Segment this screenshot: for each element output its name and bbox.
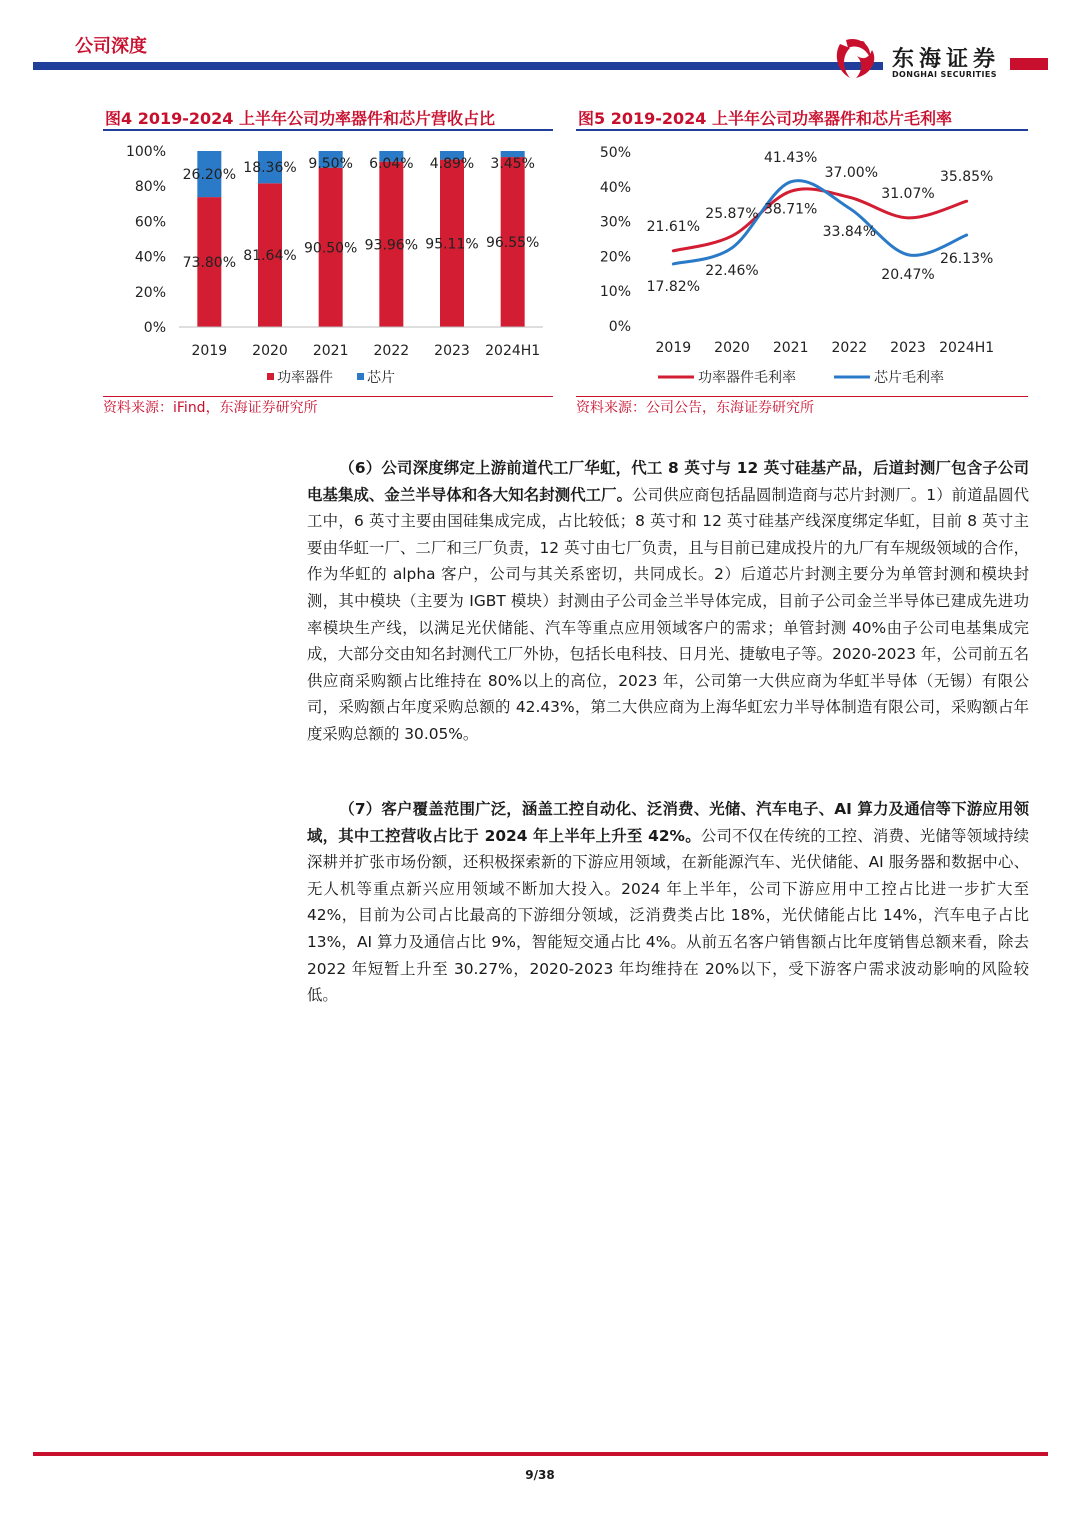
data-label-power-device: 93.96% [364,237,419,254]
y-tick-label: 20% [599,249,631,266]
figure4-source: 资料来源：iFind，东海证券研究所 [103,400,318,416]
y-tick-label: 0% [143,320,166,336]
data-label-chip: 20.47% [881,266,935,283]
legend-label-power-device: 功率器件 [277,370,333,386]
y-tick-label: 50% [599,145,631,161]
figure5-source: 资料来源：公司公告，东海证券研究所 [576,400,814,416]
data-label-power-device: 81.64% [243,248,297,265]
data-label-chip: 26.13% [939,251,994,268]
page-number: 9/38 [525,1468,555,1482]
y-tick-label: 0% [608,319,631,335]
data-label-power-device: 25.87% [705,205,759,222]
footer-divider [33,1452,1048,1456]
paragraph-7-number: （7） [339,800,382,818]
paragraph-6-body: 公司供应商包括晶圆制造商与芯片封测厂。1）前道晶圆代工中，6 英寸主要由国硅集成完成，占比较低；8 英寸和 12 英寸硅基产线深度绑定华虹，目前 8 英寸主要由华虹一厂、二厂和三厂负责，12 英寸由七厂负责，且与目前已建成投片的九厂有车规级领域的合作，作为华虹的 alpha 客户，公司与其关系密切，共同成长。2）后道芯片封测主要分为单管封测和模块封测，其中模块（主要为 IGBT 模块）封测由子公司金兰半导体完成，目前子公司金兰半导体已建成先进功率模块生产线，以满足光伏储能、汽车等重点应用领域客户的需求；单管封测 40%由子公司电基集成完成，大部分交由知名封测代工厂外协，包括长电科技、日月光、捷敏电子等。2020-2023 年，公司前五名供应商采购额占比维持在 80%以上的高位，2023 年，公司第一大供应商为华虹半导体（无锡）有限公司，采购额占年度采购总额的 42.43%，第二大供应商为上海华虹宏力半导体制造有限公司，采购额占年度采购总额的 30.05%。 [307,485,1029,743]
legend-swatch-chip [357,373,364,380]
data-label-power-device: 35.85% [939,169,994,186]
y-tick-label: 40% [599,179,631,196]
legend-label-chip: 芯片 [367,370,395,386]
figure4-stacked-bar-chart [103,134,553,396]
logo-text-cn: 东海证券 [892,47,1001,72]
y-tick-label: 40% [134,249,166,266]
x-tick-label: 2023 [434,343,470,359]
data-label-power-device: 21.61% [646,218,701,235]
data-label-chip: 9.50% [308,156,353,172]
x-tick-label: 2021 [312,343,349,359]
data-label-power-device: 95.11% [425,236,479,253]
legend-label-chip: 芯片毛利率 [874,370,944,386]
data-label-power-device: 73.80% [182,255,237,272]
data-label-chip: 17.82% [646,278,701,295]
paragraph-6-number: （6） [339,459,382,477]
paragraph-6-lead: 公司深度绑定上游前道代工厂华虹，代工 8 英寸与 12 英寸硅基产品，后道封测厂包含子公司电基集成、金兰半导体和各大知名封测代工厂。 [307,459,1029,504]
data-label-chip: 33.84% [822,224,877,241]
paragraph-6 [307,455,1029,748]
data-label-chip: 3.45% [490,156,535,172]
data-label-power-device: 90.50% [303,240,358,257]
y-tick-label: 80% [134,179,166,196]
legend [658,369,944,386]
x-tick-label: 2022 [373,343,410,359]
figure5-line-chart [576,134,1028,396]
data-label-chip: 18.36% [243,160,297,177]
y-tick-label: 20% [134,284,166,301]
figure5-title: 图5 2019-2024 上半年公司功率器件和芯片毛利率 [578,109,952,128]
data-label-chip: 6.04% [369,156,414,172]
logo-text-en: DONGHAI SECURITIES [892,70,997,79]
figure5-title-rule [576,129,1028,131]
data-label-power-device: 38.71% [763,201,818,218]
figure4-title: 图4 2019-2024 上半年公司功率器件和芯片营收占比 [105,109,495,128]
data-label-chip: 26.20% [182,167,237,184]
x-tick-label: 2022 [831,340,868,356]
figure4-title-rule [103,129,553,131]
data-label-power-device: 37.00% [824,165,879,182]
y-tick-label: 100% [125,144,166,160]
x-tick-label: 2020 [252,343,288,359]
header-divider-blue [33,62,883,70]
legend-swatch-power-device [267,373,274,380]
legend [267,369,395,386]
x-tick-label: 2020 [714,340,750,356]
x-tick-label: 2019 [655,340,692,356]
data-label-power-device: 31.07% [881,185,935,202]
y-tick-label: 30% [599,214,631,231]
x-tick-label: 2019 [191,343,228,359]
paragraph-7-body: 公司不仅在传统的工控、消费、光储等领域持续深耕并扩张市场份额，还积极探索新的下游应用领域，在新能源汽车、光伏储能、AI 服务器和数据中心、无人机等重点新兴应用领域不断加大投入。2024 年上半年，公司下游应用中工控占比进一步扩大至 42%，目前为公司占比最高的下游细分领域，泛消费类占比 18%，光伏储能占比 14%，汽车电子占比 13%，AI 算力及通信占比 9%，智能短交通占比 4%。从前五名客户销售额占比年度销售总额来看，除去 2022 年短暂上升至 30.27%，2020-2023 年均维持在 20%以下，受下游客户需求波动影响的风险较低。 [307,826,1029,1005]
paragraph-7-lead: 客户覆盖范围广泛，涵盖工控自动化、泛消费、光储、汽车电子、AI 算力及通信等下游应用领域，其中工控营收占比于 2024 年上半年上升至 42%。 [307,800,1029,845]
y-tick-label: 60% [134,214,166,231]
paragraph-7 [307,796,1029,1009]
data-label-power-device: 96.55% [485,235,540,252]
x-tick-label: 2024H1 [939,340,995,356]
x-tick-label: 2023 [890,340,926,356]
data-label-chip: 41.43% [763,149,818,166]
y-tick-label: 10% [599,284,631,301]
data-label-chip: 4.89% [429,156,475,172]
x-tick-label: 2024H1 [485,343,541,359]
x-tick-label: 2021 [772,340,809,356]
data-label-chip: 22.46% [705,262,759,279]
header-title: 公司深度 [75,36,147,57]
legend-label-power-device: 功率器件毛利率 [698,370,796,386]
